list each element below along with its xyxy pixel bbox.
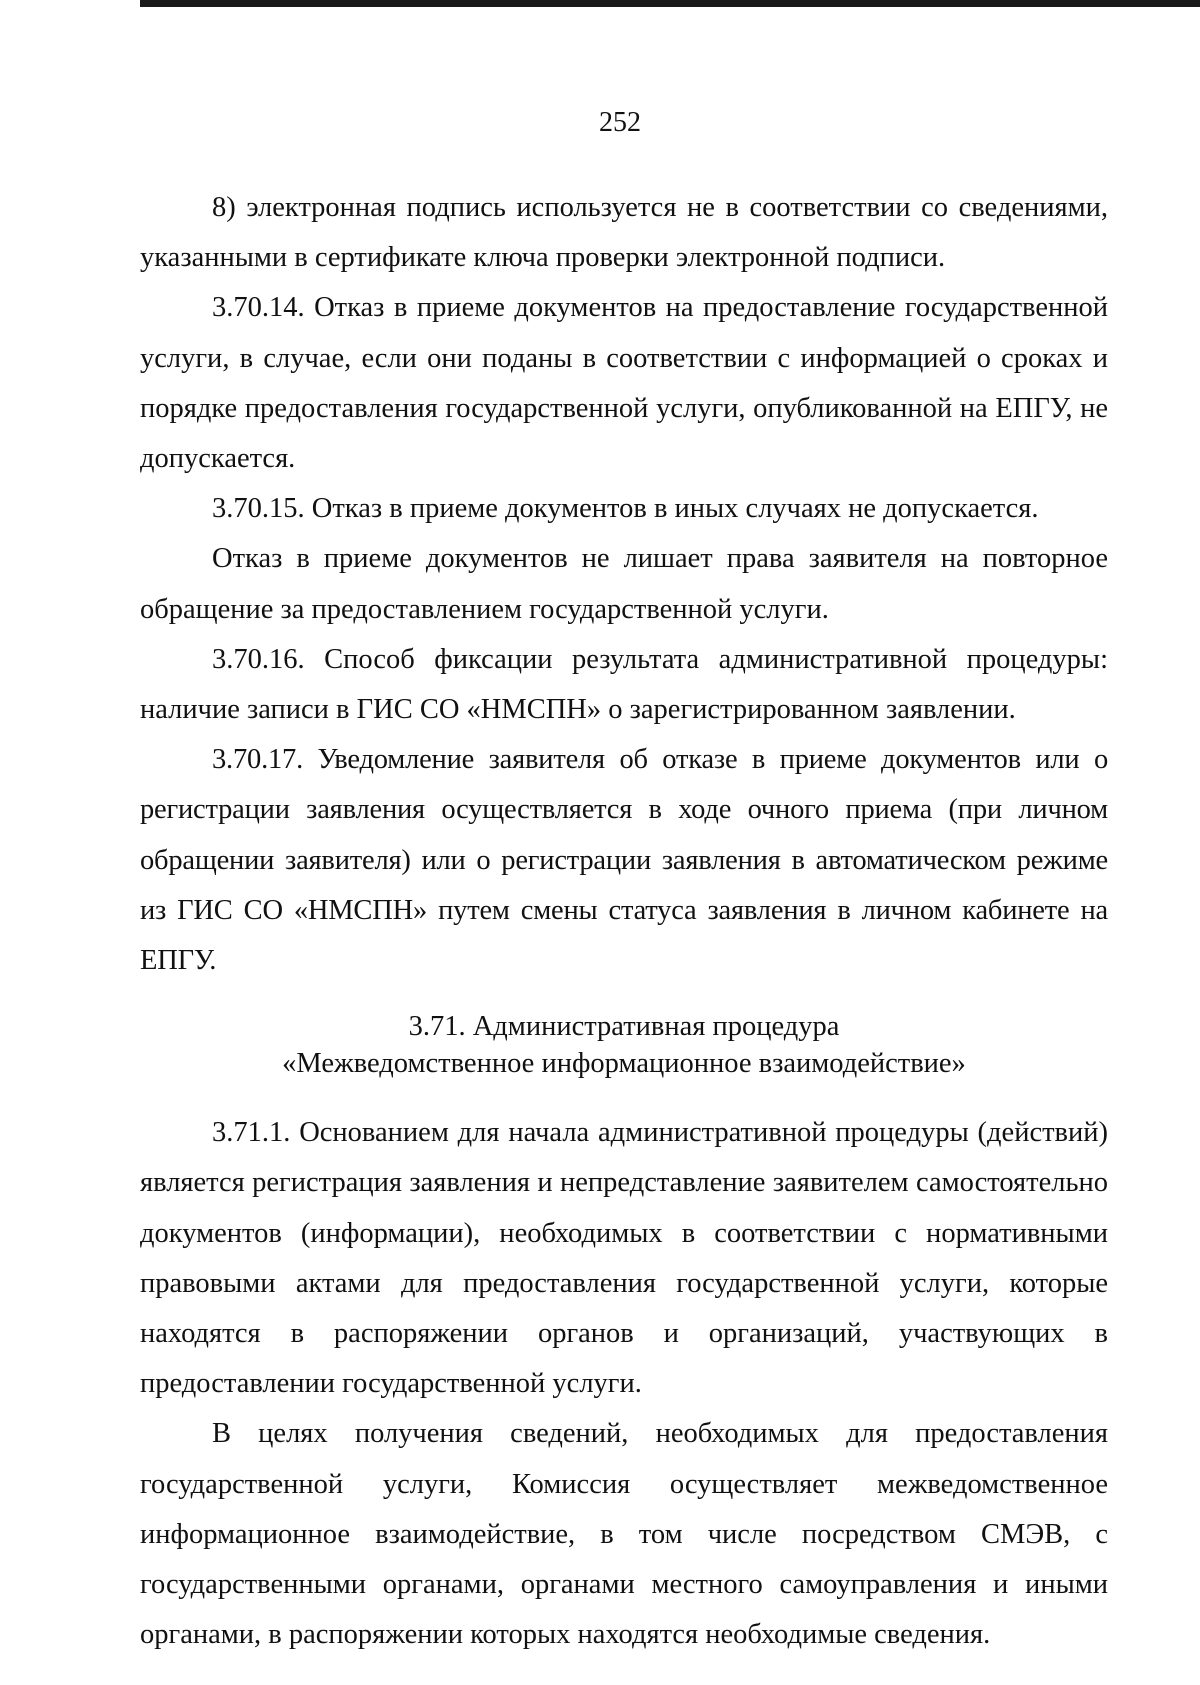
page-number: 252	[599, 107, 641, 138]
paragraph-item-8: 8) электронная подпись используется не в соответствии со сведениями, указанными в сертификате ключа проверки электронной подписи.	[140, 192, 1108, 274]
paragraph-3-70-15: 3.70.15. Отказ в приеме документов в иных случаях не допускается.	[212, 493, 1039, 525]
scan-top-edge	[140, 0, 1200, 7]
paragraph-3-70-17: 3.70.17. Уведомление заявителя об отказе в приеме документов или о регистрации заявления осуществляется в ходе очного приема (при личном обращении заявителя) или о регистрации заявления в автоматическом режиме из ГИС СО «НМСПН» путем смены статуса заявления в личном кабинете на ЕПГУ.	[140, 744, 1108, 977]
paragraph-3-70-16: 3.70.16. Способ фиксации результата административной процедуры: наличие записи в ГИС СО «НМСПН» о зарегистрированном заявлении.	[140, 643, 1108, 726]
document-body	[140, 183, 1108, 1660]
paragraph-refusal-note: Отказ в приеме документов не лишает права заявителя на повторное обращение за предоставлением государственной услуги.	[140, 543, 1108, 625]
paragraph-3-71-1: 3.71.1. Основанием для начала административной процедуры (действий) является регистрация заявления и непредставление заявителем самостоятельно документов (информации), необходимых в соответствии с нормативными правовыми актами для предоставления государственной услуги, которые находятся в распоряжении органов и организаций, участвующих в предоставлении государственной услуги.	[140, 1117, 1108, 1400]
paragraph-3-70-14: 3.70.14. Отказ в приеме документов на предоставление государственной услуги, в случае, если они поданы в соответствии с информацией о сроках и порядке предоставления государственной услуги, опубликованной на ЕПГУ, не допускается.	[140, 292, 1108, 475]
section-heading-number: 3.71. Административная процедура	[408, 1011, 840, 1043]
paragraph-interagency: В целях получения сведений, необходимых для предоставления государственной услуги, Комиссия осуществляет межведомственное информационное взаимодействие, в том числе посредством СМЭВ, с государственными органами, органами местного самоуправления и иными органами, в распоряжении которых находятся необходимые сведения.	[140, 1418, 1108, 1651]
section-heading	[140, 1008, 1108, 1082]
section-heading-title: «Межведомственное информационное взаимодействие»	[282, 1048, 966, 1080]
